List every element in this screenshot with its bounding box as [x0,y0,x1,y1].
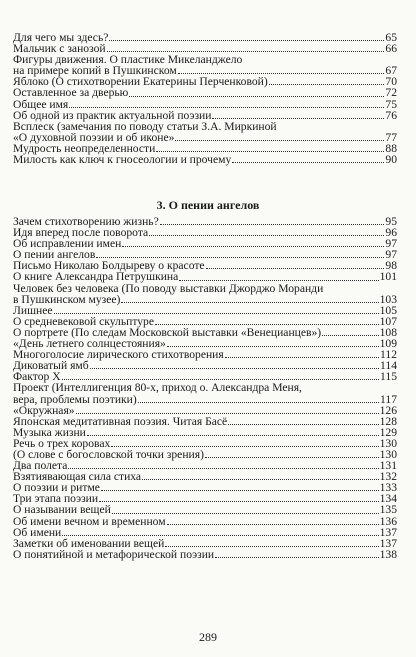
toc-entry [13,154,397,165]
leader-dots [322,334,378,336]
toc-entry-page: 128 [379,414,397,428]
toc-entry-page: 134 [379,492,397,506]
toc-entry-title: Два полета [13,459,68,473]
leader-dots [206,267,385,269]
toc-entry-title: Взятиявающая сила стиха [13,470,142,484]
leader-dots [109,39,384,41]
toc-entry [13,283,397,305]
toc-entry-title: Оставленное за дверью [13,86,129,100]
leader-dots [129,95,384,97]
leader-dots [101,489,379,491]
toc-entry-page: 137 [379,525,397,539]
toc-entry-page: 90 [385,153,397,167]
leader-dots [68,467,378,469]
toc-entry-title: О понятийной и метафорической поэзии [13,547,215,561]
toc-entry-title: Три этапа поэзии [13,492,99,506]
toc-entry-title: Для чего мы здесь? [13,31,109,44]
toc-entry-page: 130 [379,436,397,450]
toc-entry-page: 72 [385,86,397,100]
toc-entry-title: «Окружная» [13,403,75,417]
page-number: 289 [199,630,217,644]
leader-dots [62,534,378,536]
toc-entry [13,504,397,515]
leader-dots [175,139,384,141]
toc-entry-page: 77 [385,130,397,144]
toc-entry [13,549,397,560]
toc-entry-title-line: Проект (Интеллигенция 80-х, приход о. Александра Меня, [13,381,302,395]
toc-entry-page: 98 [385,259,397,273]
toc-entry-title: Заметки об именовании вещей [13,536,165,550]
toc-entry-page: 126 [379,403,397,417]
toc-entry [13,360,397,371]
toc-entry-title: Зачем стихотворению жизнь? [13,215,159,228]
leader-dots [122,245,384,247]
leader-dots [232,161,384,163]
leader-dots [178,72,385,74]
toc-entry [13,382,397,404]
toc-entry-page: 108 [379,325,397,339]
toc-entry-title: Мудрость неопределенности [13,141,156,155]
toc-entry-title: Милость как ключ к гносеологии и прочему [13,153,232,167]
toc-entry-page: 66 [385,42,397,56]
leader-dots [69,106,384,108]
toc-entry-title: Общее имя [13,97,69,111]
leader-dots [62,378,379,380]
toc-entry-title: (О слове с богословской точки зрения) [13,447,204,461]
leader-dots [156,150,384,152]
leader-dots [90,367,379,369]
toc-entry-title: «День летнего солнцестояния» [13,337,166,351]
toc-entry [13,271,397,282]
toc-part-top [13,32,397,165]
leader-dots [87,434,379,436]
toc-entry-title: Письмо Николаю Болдыреву о красоте [13,259,205,273]
leader-dots [215,556,379,558]
toc-entry-title: Лишнее [13,303,53,317]
toc-entry-page: 107 [379,314,397,328]
toc-entry-page: 129 [379,425,397,439]
toc-entry-title: «О духовной поэзии и об иконе» [13,130,175,144]
toc-entry [13,121,397,143]
toc-entry-title: Идя вперед после поворота [13,226,149,240]
leader-dots [269,83,385,85]
toc-entry-page: 95 [385,215,397,228]
leader-dots [167,523,379,525]
toc-entry-title: Фактор Х [13,370,61,384]
toc-entry [13,99,397,110]
toc-entry-title: Яблоко (О стихотворении Екатерины Перченковой) [13,75,268,89]
toc-entry-page: 133 [379,481,397,495]
toc-entry-page: 97 [385,237,397,251]
toc-entry-page: 114 [380,359,397,373]
toc-part-bottom [13,216,397,560]
toc-entry-title: Об имени [13,525,62,539]
leader-dots [225,356,379,358]
toc-entry-title: О назывании вещей [13,503,111,517]
toc-entry-title: Многоголосие лирического стихотворения [13,348,224,362]
toc-entry-page: 130 [379,447,397,461]
toc-entry-title: Об имени вечном и временном [13,514,166,528]
toc-entry-page: 137 [379,536,397,550]
toc-entry-page: 65 [385,31,397,44]
leader-dots [112,512,379,514]
toc-entry-page: 101 [379,270,397,284]
leader-dots [179,279,378,281]
toc-entry-page: 103 [379,292,397,306]
toc-entry-title: О пении ангелов [13,248,96,262]
toc-entry-title: в Пушкинском музее) [13,292,121,306]
leader-dots [96,256,384,258]
leader-dots [160,223,385,225]
toc-entry-page: 96 [385,226,397,240]
toc-entry [13,54,397,76]
toc-entry-page: 67 [385,64,397,78]
toc-entry-title: О книге Александра Петрушкина [13,270,179,284]
toc-entry-title: Речь о трех коровах [13,436,111,450]
toc-entry-page: 132 [379,470,397,484]
toc-entry-page: 88 [385,141,397,155]
toc-entry-page: 136 [379,514,397,528]
toc-entry-page: 131 [379,459,397,473]
toc-entry-page: 117 [380,392,397,406]
toc-entry-page: 112 [380,348,397,362]
leader-dots [138,401,379,403]
leader-dots [155,323,379,325]
toc-entry-title: О портрете (По следам Московской выставки «Венецианцев») [13,325,322,339]
toc-entry-title: О средневековой скульптуре [13,314,154,328]
toc-entry-page: 76 [385,108,397,122]
toc-entry-title: вера, проблемы поэтики) [13,392,137,406]
leader-dots [121,301,378,303]
toc-entry [13,516,397,527]
toc-entry-page: 105 [379,303,397,317]
toc-entry-page: 135 [379,503,397,517]
leader-dots [111,445,378,447]
toc-entry-title: Диковатый ямб [13,359,89,373]
leader-dots [228,423,378,425]
toc-entry-title: Об одной из практик актуальной поэзии [13,108,212,122]
toc-entry-page: 109 [379,337,397,351]
toc-entry-title: Музыка жизни [13,425,86,439]
toc-entry-page: 70 [385,75,397,89]
section-title: 3. О пении ангелов [156,198,260,212]
toc-entry-title-line: Всплеск (замечания по поводу статьи З.А. Миркиной [13,119,277,133]
toc-entry-title: О поэзии и ритме [13,481,100,495]
leader-dots [149,234,384,236]
toc-entry-page: 97 [385,248,397,262]
toc-entry-title-line: Фигуры движения. О пластике Микеланджело [13,53,243,67]
leader-dots [205,456,379,458]
leader-dots [54,312,379,314]
toc-entry-page: 115 [380,370,397,384]
toc-entry-title: Мальчик с занозой [13,42,106,56]
leader-dots [212,117,384,119]
toc-entry-title: Японская медитативная поэзия. Читая Басё [13,414,228,428]
leader-dots [167,345,379,347]
toc-entry [13,449,397,460]
toc-entry-title: на примере копий в Пушкинском [13,64,177,78]
toc-entry-title-line: Человек без человека (По поводу выставки Джорджо Моранди [13,281,324,295]
leader-dots [107,50,385,52]
toc-entry-page: 75 [385,97,397,111]
toc-entry [13,87,397,98]
leader-dots [99,500,379,502]
leader-dots [165,545,378,547]
toc-entry-title: Об исправлении имен [13,237,122,251]
leader-dots [142,478,379,480]
leader-dots [76,412,379,414]
toc-entry-page: 138 [379,547,397,561]
